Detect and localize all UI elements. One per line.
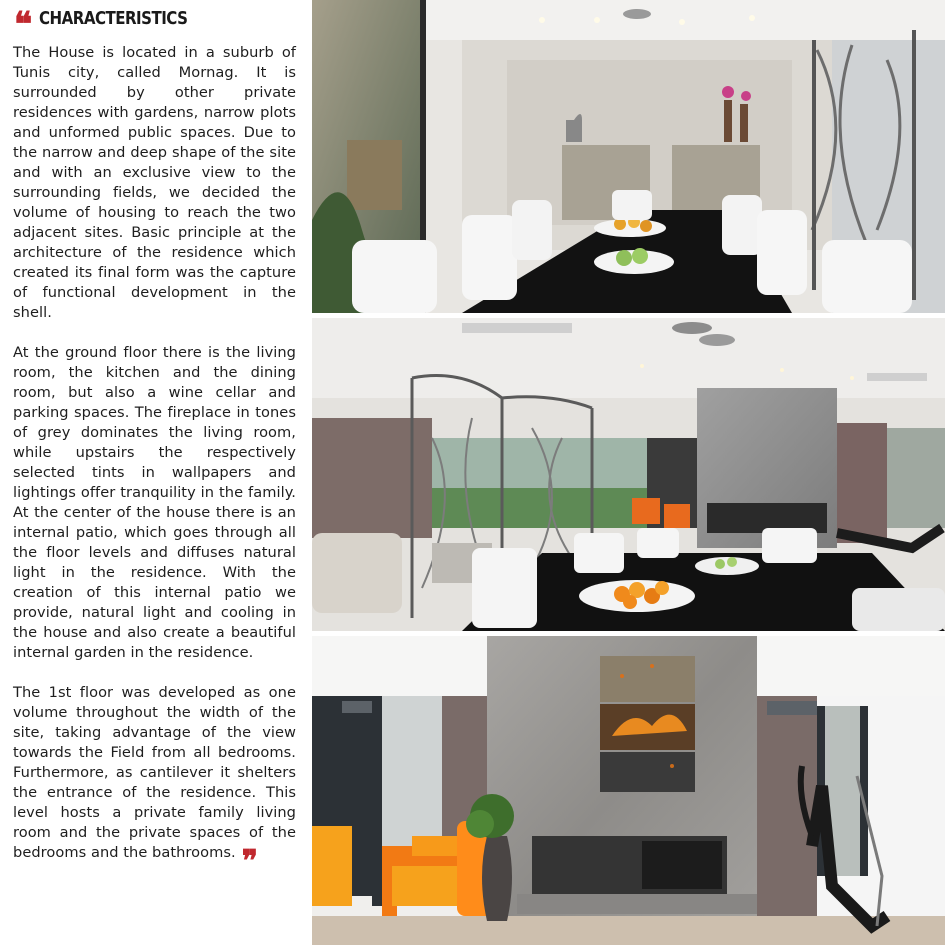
body-text [13,43,296,879]
living-dining-photo [312,318,945,631]
paragraph-3 [13,683,296,879]
fireplace-lounge-illustration [312,636,945,945]
dining-room-illustration [312,0,945,313]
paragraph-3-text: The 1st floor was developed as one volume throughout the width of the site, taking advantage of the view towards the Field from all bedrooms. Furthermore, as cantilever it shelters the entrance of the residence. This level hosts a private family living room and the private spaces of the bedrooms and the bathrooms. [13,684,296,861]
dining-room-photo [312,0,945,313]
text-column [0,0,310,945]
living-dining-illustration [312,318,945,631]
paragraph-2: At the ground floor there is the living room, the kitchen and the dining room, but also a wine cellar and parking spaces. The fireplace in tones of grey dominates the living room, while upstairs the respectively selected tints in wallpapers and lightings offer tranquility in the family. At the center of the house there is an internal patio, which goes through all the floor levels and diffuses natural light in the residence. With the creation of this internal patio we provide, natural light and cooling in the house and also create a beautiful internal garden in the residence. [13,344,296,661]
paragraph-1: The House is located in a suburb of Tunis city, called Mornag. It is surrounded by other private residences with gardens, narrow plots and unformed public spaces. Due to the narrow and deep shape of the site and with an exclusive view to the surrounding fields, we decided the volume of housing to reach the two adjacent sites. Basic principle at the architecture of the residence which created its final form was the capture of functional development in the shell. [13,44,296,321]
quote-open-icon: ❝ [14,5,30,45]
quote-close-icon: ❞ [241,844,255,879]
section-title: CHARACTERISTICS [39,9,188,29]
section-header [14,5,212,45]
fireplace-lounge-photo [312,636,945,945]
